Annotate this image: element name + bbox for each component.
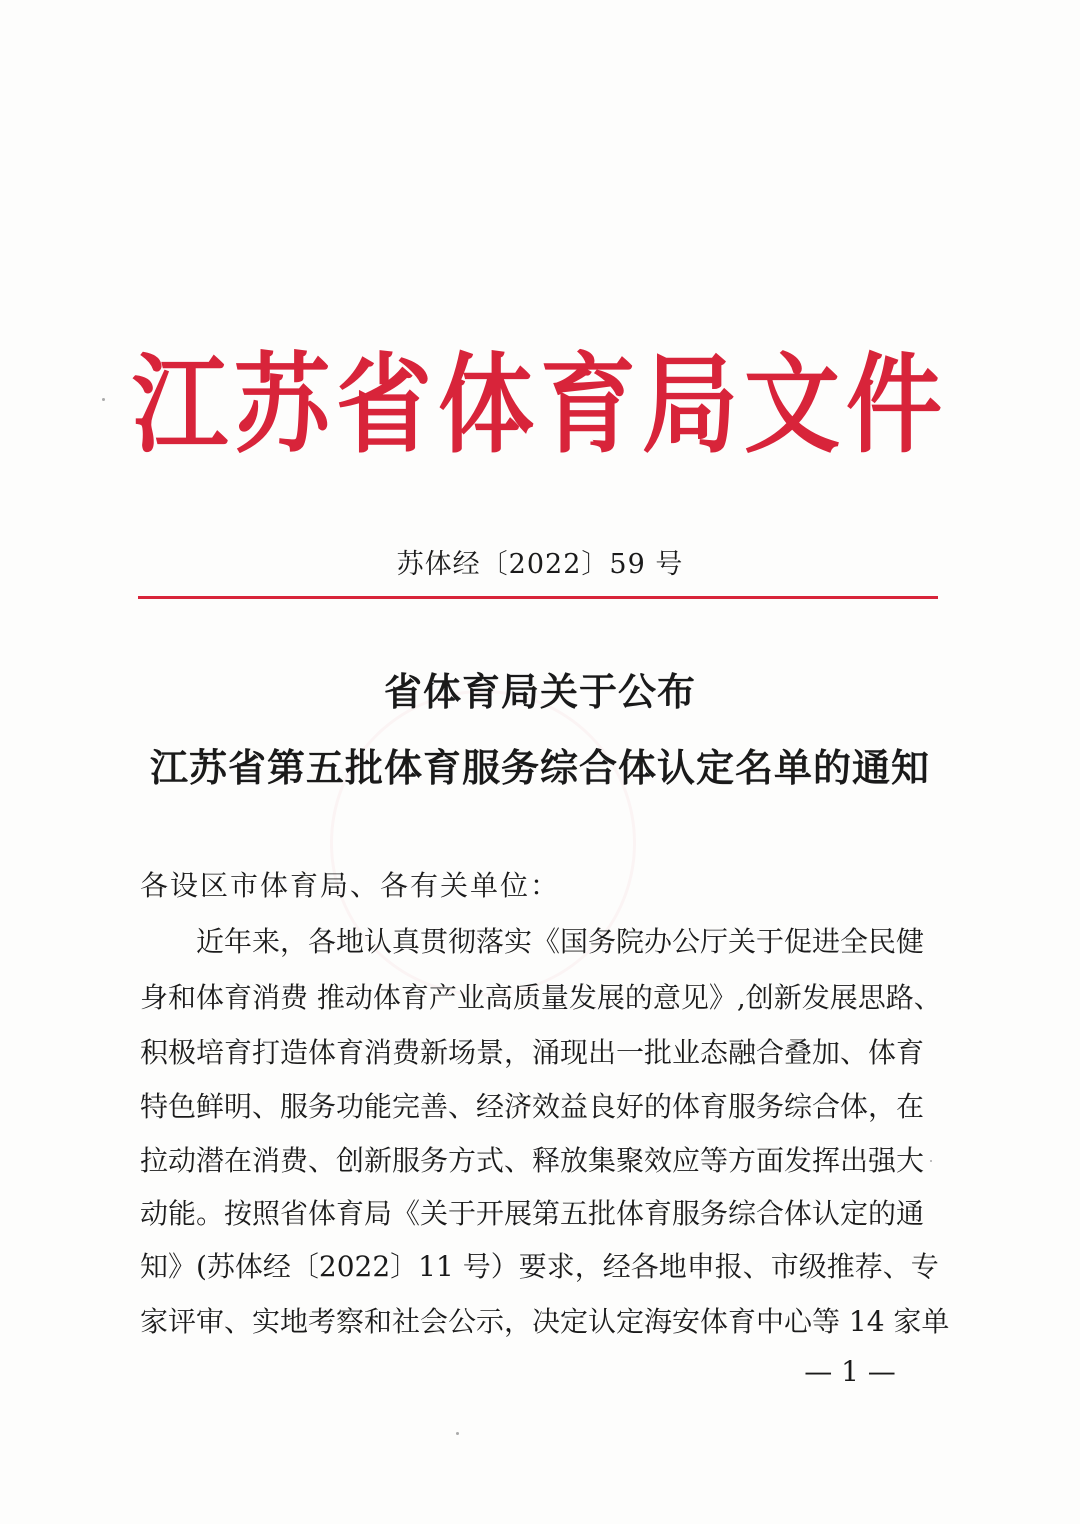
page-number: — 1 —: [804, 1355, 896, 1388]
body-line: 知》(苏体经〔2022〕11 号）要求，经各地申报、市级推荐、专: [140, 1250, 939, 1283]
body-line: 特色鲜明、服务功能完善、经济效益良好的体育服务综合体，在: [140, 1090, 925, 1123]
scan-speck: [102, 398, 105, 401]
body-line: 拉动潜在消费、创新服务方式、释放集聚效应等方面发挥出强大: [140, 1144, 925, 1177]
body-line: 积极培育打造体育消费新场景，涌现出一批业态融合叠加、体育: [140, 1036, 925, 1069]
salutation: 各设区市体育局、各有关单位：: [140, 869, 561, 902]
red-header-title: 江苏省体育局文件: [132, 342, 948, 468]
body-line: 身和体育消费 推动体育产业高质量发展的意见》,创新发展思路、: [140, 981, 942, 1014]
body-line: 近年来，各地认真贯彻落实《国务院办公厅关于促进全民健: [196, 925, 925, 958]
document-number: 苏体经〔2022〕59 号: [396, 549, 684, 580]
body-line: 家评审、实地考察和社会公示，决定认定海安体育中心等 14 家单: [140, 1305, 950, 1338]
notice-title-line-2: 江苏省第五批体育服务综合体认定名单的通知: [149, 745, 930, 790]
body-line: 动能。按照省体育局《关于开展第五批体育服务综合体认定的通: [140, 1197, 925, 1230]
scan-speck: [930, 1160, 932, 1162]
red-divider-line: [138, 596, 938, 599]
scan-speck: [456, 1432, 459, 1435]
notice-title-line-1: 省体育局关于公布: [383, 669, 696, 714]
